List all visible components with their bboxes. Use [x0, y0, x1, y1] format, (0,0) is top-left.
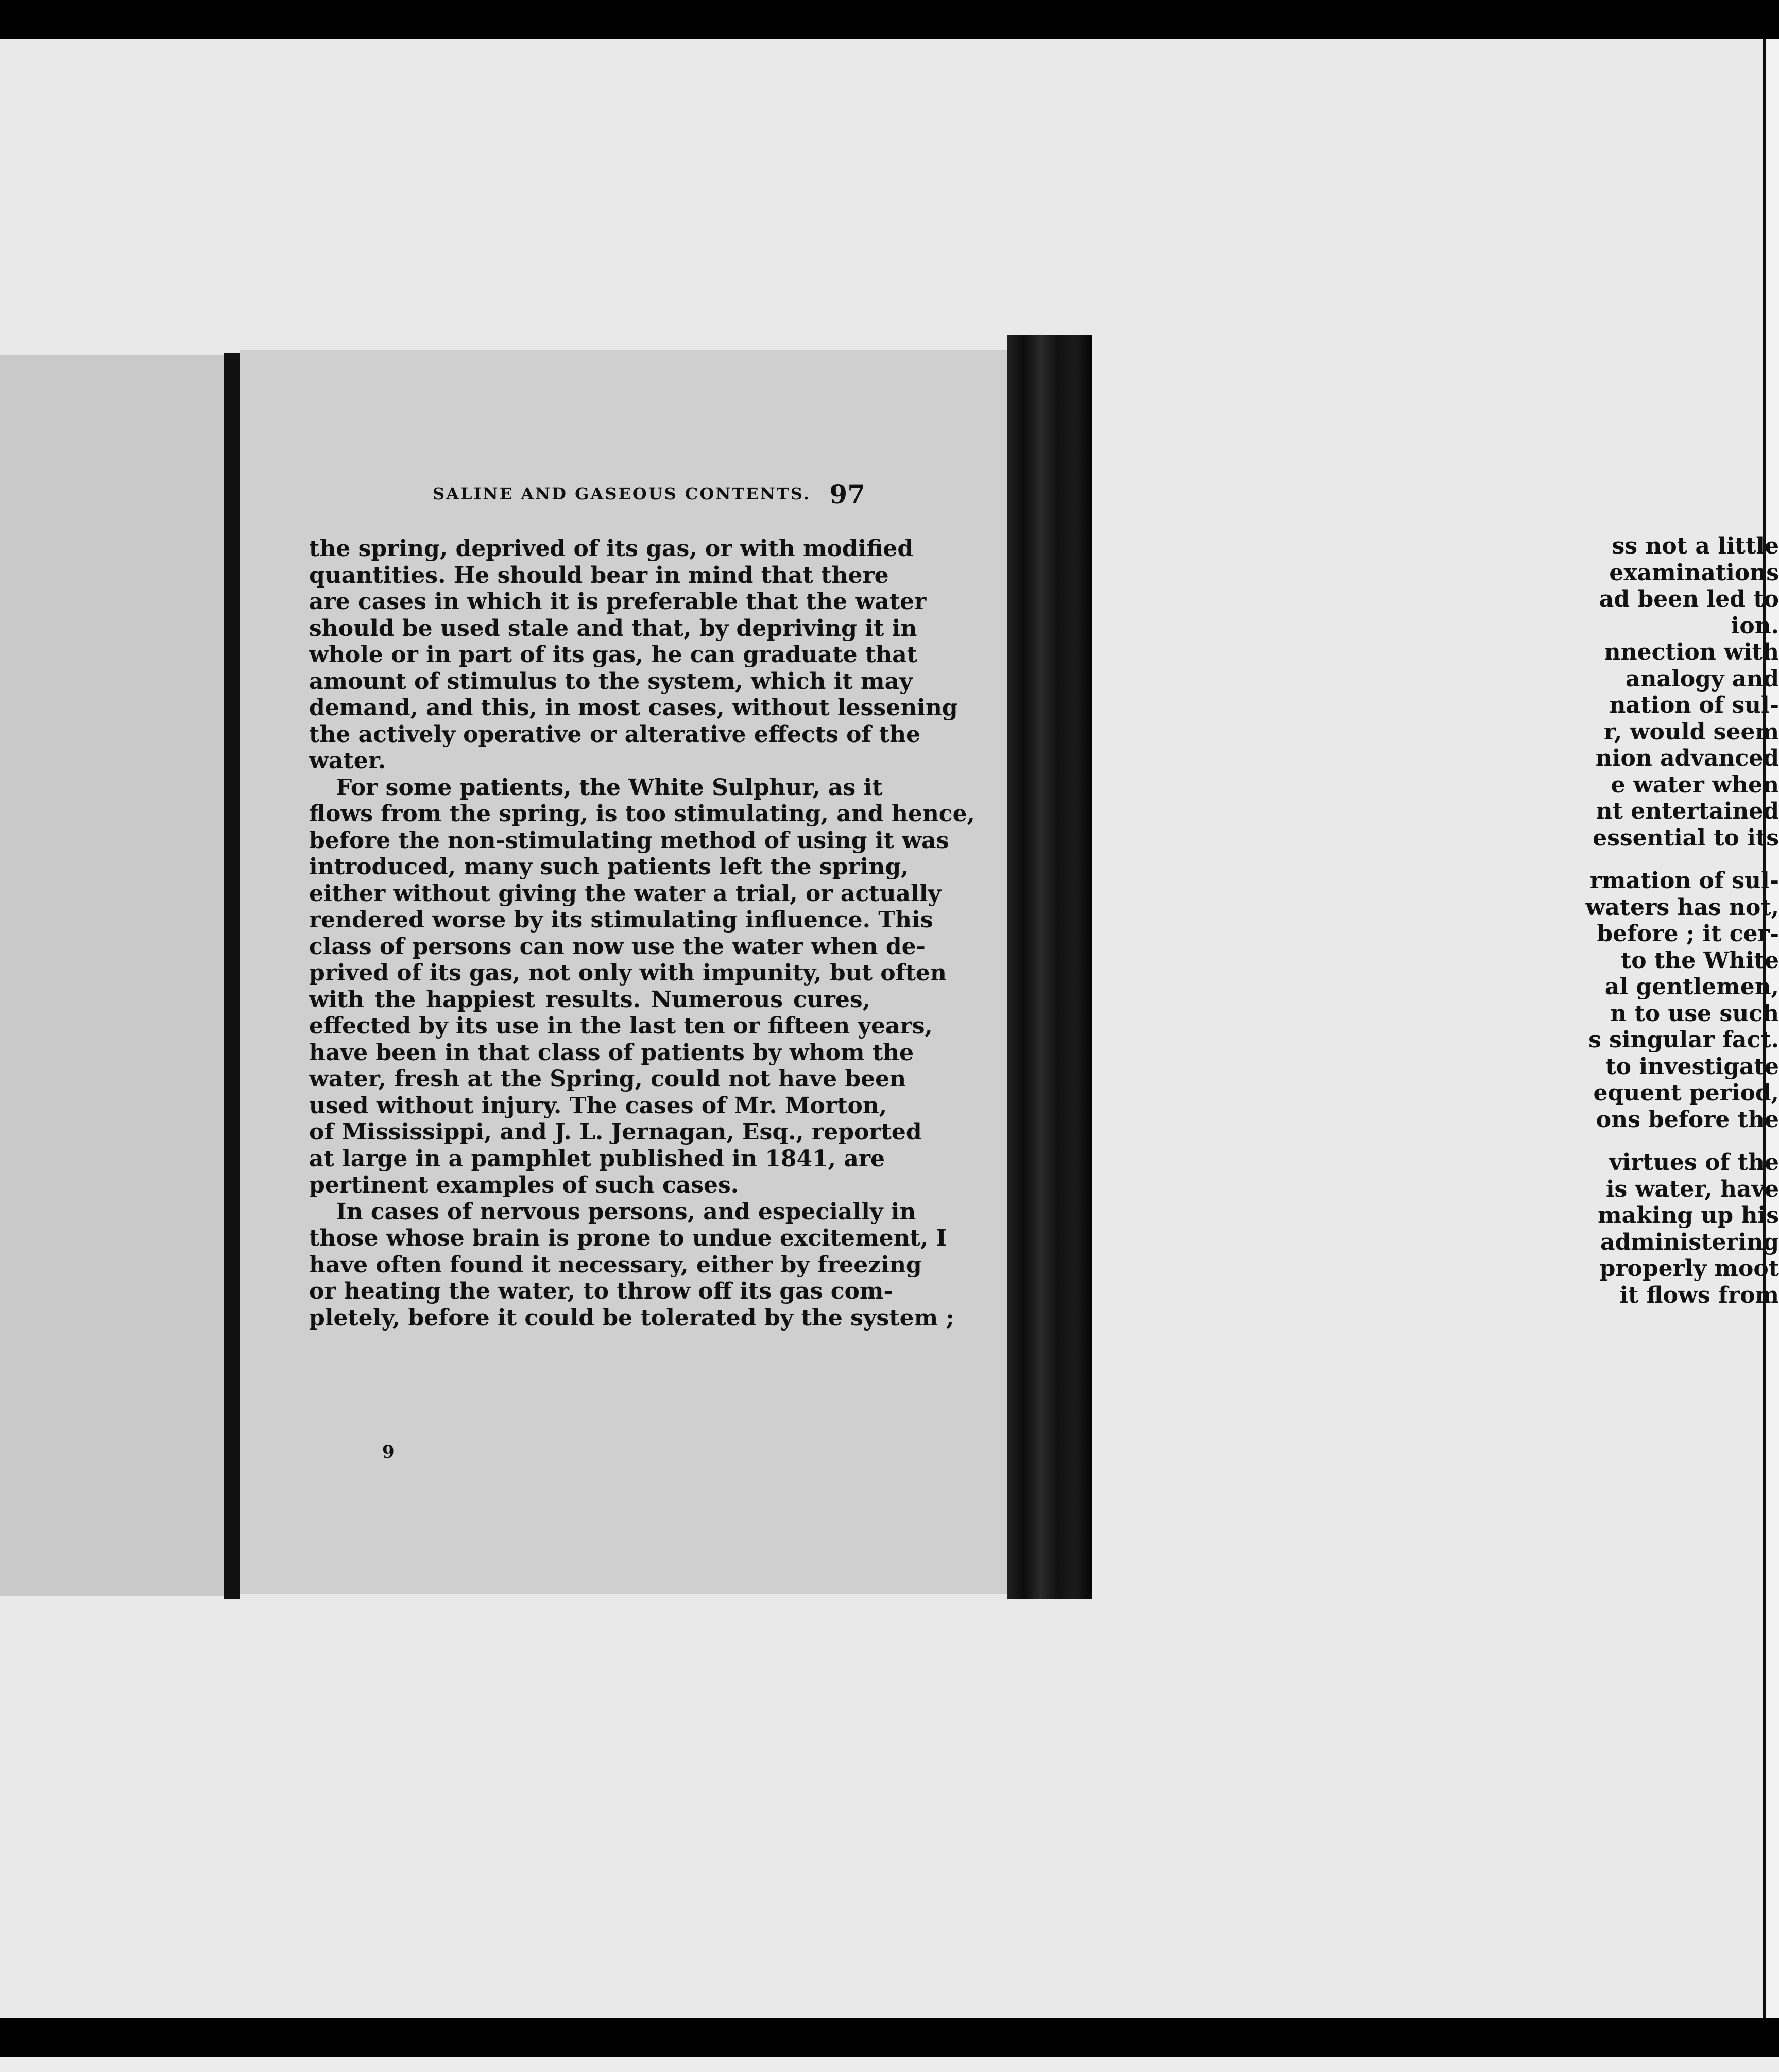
- left-line: to investigate: [1605, 1053, 1779, 1080]
- body-line: prived of its gas, not only with impunity, but often: [309, 960, 947, 986]
- body-line: water, fresh at the Spring, could not have been: [309, 1066, 906, 1092]
- left-line: e water when: [1611, 771, 1779, 798]
- left-line: al gentlemen,: [1604, 974, 1779, 1000]
- body-line: either without giving the water a trial, or actually: [309, 880, 941, 907]
- left-line: before ; it cer-: [1597, 921, 1779, 947]
- running-title: SALINE AND GASEOUS CONTENTS.: [433, 484, 811, 504]
- body-line: should be used stale and that, by depriving it in: [309, 615, 917, 642]
- body-line: those whose brain is prone to undue excitement, I: [309, 1225, 947, 1251]
- left-line: essential to its: [1593, 824, 1779, 851]
- body-line: the actively operative or alterative effects of the: [309, 721, 921, 748]
- page-number: 97: [829, 479, 865, 509]
- right-page-text: [309, 536, 975, 1331]
- paragraph-gap: [1555, 851, 1779, 868]
- body-line: pletely, before it could be tolerated by the system ;: [309, 1304, 954, 1331]
- left-line: properly moot: [1599, 1255, 1779, 1282]
- body-line: flows from the spring, is too stimulating, and hence,: [309, 801, 975, 827]
- left-line: is water, have: [1605, 1176, 1779, 1202]
- scan-bottom-strip: [0, 2057, 1779, 2072]
- left-line: ons before the: [1596, 1106, 1779, 1133]
- left-line: analogy and: [1626, 665, 1779, 692]
- page-block-edges: [1007, 335, 1092, 1599]
- left-line: nion advanced: [1595, 745, 1779, 771]
- left-line: virtues of the: [1609, 1149, 1779, 1176]
- body-line: the spring, deprived of its gas, or with modified: [309, 536, 914, 562]
- body-line: are cases in which it is preferable that the water: [309, 589, 927, 615]
- left-line: administering: [1600, 1229, 1779, 1255]
- body-line: For some patients, the White Sulphur, as it: [336, 774, 883, 801]
- body-line: with the happiest results. Numerous cures,: [309, 986, 870, 1013]
- body-line: quantities. He should bear in mind that there: [309, 562, 889, 589]
- left-line: to the White: [1620, 947, 1779, 974]
- left-line: examinations: [1609, 559, 1779, 586]
- body-line: or heating the water, to throw off its gas com-: [309, 1278, 893, 1304]
- left-line: nation of sul-: [1609, 692, 1779, 718]
- body-line: water.: [309, 748, 386, 774]
- left-line: n to use such: [1610, 1000, 1779, 1027]
- body-line: used without injury. The cases of Mr. Morton,: [309, 1092, 887, 1119]
- left-page-text: [1555, 533, 1779, 1308]
- body-line: at large in a pamphlet published in 1841, are: [309, 1145, 885, 1172]
- left-line: s singular fact.: [1588, 1027, 1779, 1053]
- left-line: making up his: [1598, 1202, 1779, 1229]
- left-page: [0, 355, 224, 1596]
- left-line: nnection with: [1604, 639, 1779, 665]
- paragraph-gap: [1555, 1133, 1779, 1149]
- left-line: r, would seem: [1604, 718, 1779, 745]
- left-line: nt entertained: [1596, 798, 1779, 824]
- left-line: waters has not,: [1585, 894, 1779, 921]
- left-line: ss not a little: [1612, 533, 1779, 559]
- left-line: rmation of sul-: [1589, 868, 1779, 894]
- body-line: of Mississippi, and J. L. Jernagan, Esq., reported: [309, 1119, 922, 1145]
- left-line: equent period,: [1593, 1080, 1779, 1106]
- body-line: introduced, many such patients left the spring,: [309, 854, 909, 880]
- left-line: it flows from: [1619, 1282, 1779, 1308]
- body-line: rendered worse by its stimulating influence. This: [309, 907, 933, 933]
- body-line: amount of stimulus to the system, which it may: [309, 668, 913, 695]
- signature-mark: 9: [382, 1442, 395, 1462]
- body-line: effected by its use in the last ten or fifteen years,: [309, 1013, 933, 1039]
- body-line: demand, and this, in most cases, without lessening: [309, 695, 958, 721]
- book-spine: [224, 353, 240, 1599]
- body-line: pertinent examples of such cases.: [309, 1172, 739, 1198]
- left-line: ion.: [1731, 612, 1779, 639]
- body-line: have often found it necessary, either by freezing: [309, 1251, 922, 1278]
- left-line: ad been led to: [1599, 586, 1779, 612]
- running-head: [433, 479, 865, 509]
- body-line: class of persons can now use the water when de-: [309, 933, 926, 960]
- body-line: have been in that class of patients by whom the: [309, 1039, 914, 1066]
- body-line: before the non-stimulating method of using it was: [309, 827, 949, 854]
- body-line: In cases of nervous persons, and especially in: [336, 1198, 916, 1225]
- body-line: whole or in part of its gas, he can graduate that: [309, 642, 918, 668]
